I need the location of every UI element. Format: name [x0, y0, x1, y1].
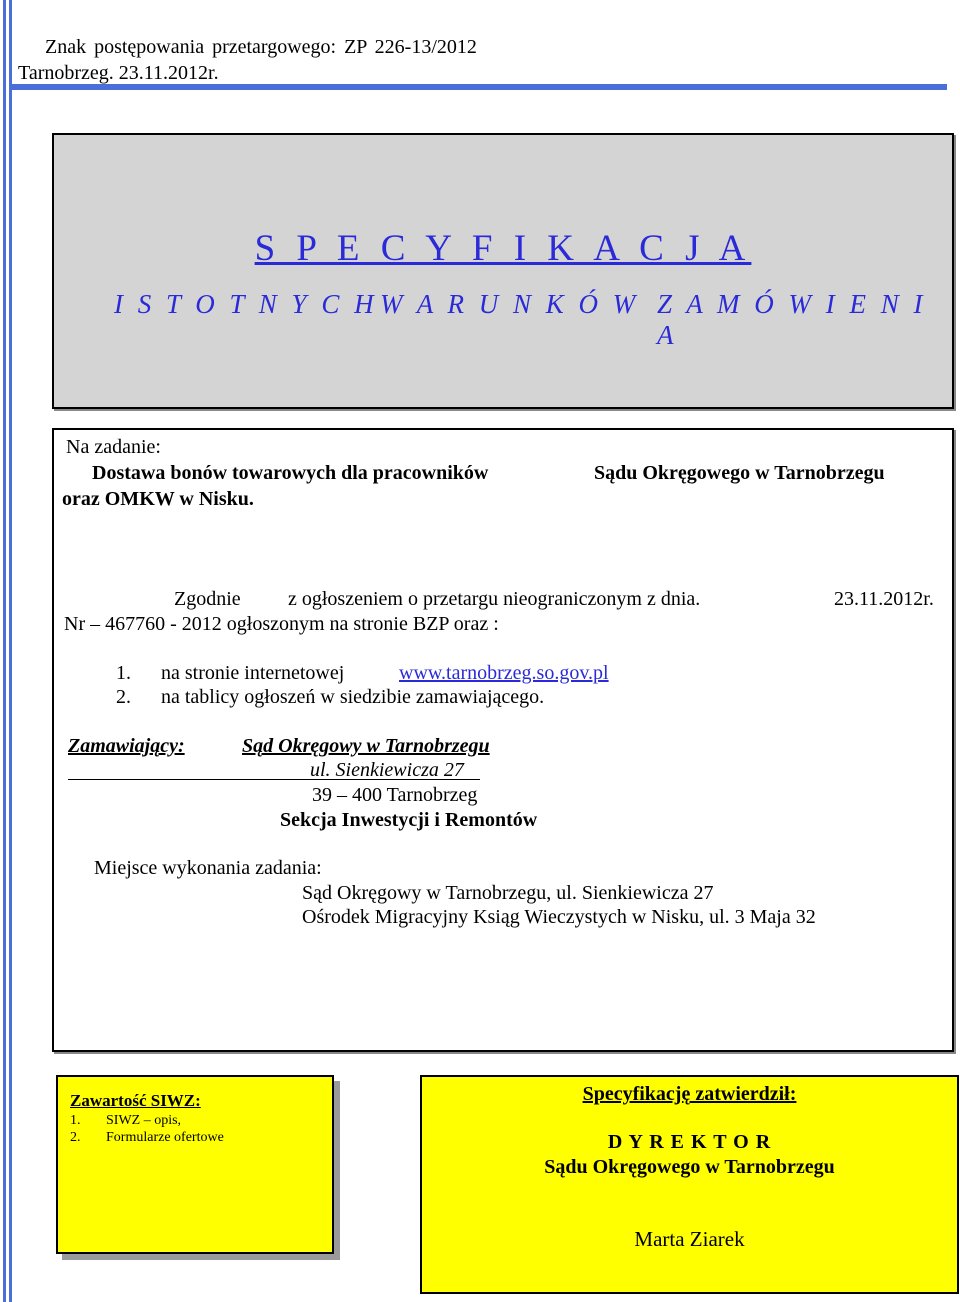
notice-intro: Zgodnie — [174, 588, 241, 610]
contents-num-2: 2. — [70, 1130, 81, 1145]
orderer-department: Sekcja Inwestycji i Remontów — [280, 809, 538, 831]
contents-title: Zawartość SIWZ: — [70, 1091, 201, 1110]
notice-text: z ogłoszeniem o przetargu nieograniczonym z dnia. — [288, 588, 701, 610]
place-label: Miejsce wykonania zadania: — [94, 857, 322, 879]
case-number: Znak postępowania przetargowego: ZP 226-13/2012 — [45, 36, 477, 58]
task-label: Na zadanie: — [66, 436, 161, 458]
title-box — [52, 133, 954, 409]
approval-box — [420, 1075, 959, 1294]
approval-signatory: Marta Ziarek — [634, 1227, 745, 1251]
place-line-2: Ośrodek Migracyjny Ksiąg Wieczystych w Nisku, ul. 3 Maja 32 — [302, 906, 816, 928]
left-border-bar — [3, 0, 6, 1302]
contents-item-1: SIWZ – opis, — [106, 1113, 182, 1128]
contents-item-2: Formularze ofertowe — [106, 1130, 224, 1145]
task-title-line2: oraz OMKW w Nisku. — [62, 488, 254, 510]
orderer-name: Sąd Okręgowy w Tarnobrzegu — [242, 735, 490, 757]
orderer-city: 39 – 400 Tarnobrzeg — [312, 784, 478, 806]
orderer-street: ul. Sienkiewicza 27 — [310, 759, 464, 781]
orderer-label: Zamawiający: — [68, 735, 185, 757]
subtitle-word-3: Z A M Ó W I E N I A — [657, 289, 927, 350]
approval-title: Specyfikację zatwierdził: — [582, 1083, 797, 1105]
subtitle-word-2: W A R U N K Ó W — [380, 289, 640, 319]
main-content-box — [52, 428, 954, 1052]
notice-date: 23.11.2012r. — [834, 588, 934, 610]
contents-box — [56, 1075, 334, 1254]
website-link[interactable]: www.tarnobrzeg.so.gov.pl — [399, 662, 609, 684]
list-num-2: 2. — [116, 686, 131, 708]
header-date: Tarnobrzeg. 23.11.2012r. — [18, 62, 219, 84]
left-border-bar-inner — [9, 0, 12, 1302]
list-num-1: 1. — [116, 662, 131, 684]
subtitle-word-1: I S T O T N Y C H — [114, 289, 378, 319]
list-item-website: na stronie internetowej — [161, 662, 345, 684]
approval-role: D Y R E K T O R — [607, 1131, 772, 1153]
list-item-board: na tablicy ogłoszeń w siedzibie zamawiającego. — [161, 686, 545, 708]
approval-court: Sądu Okręgowego w Tarnobrzegu — [544, 1156, 835, 1178]
task-title-part1: Dostawa bonów towarowych dla pracowników — [92, 462, 489, 484]
notice-number: Nr – 467760 - 2012 ogłoszonym na stronie BZP oraz : — [64, 613, 499, 635]
document-title: S P E C Y F I K A C J A — [254, 228, 752, 269]
task-title-part2: Sądu Okręgowego w Tarnobrzegu — [594, 462, 885, 484]
place-line-1: Sąd Okręgowy w Tarnobrzegu, ul. Sienkiewicza 27 — [302, 882, 714, 904]
contents-num-1: 1. — [70, 1113, 81, 1128]
